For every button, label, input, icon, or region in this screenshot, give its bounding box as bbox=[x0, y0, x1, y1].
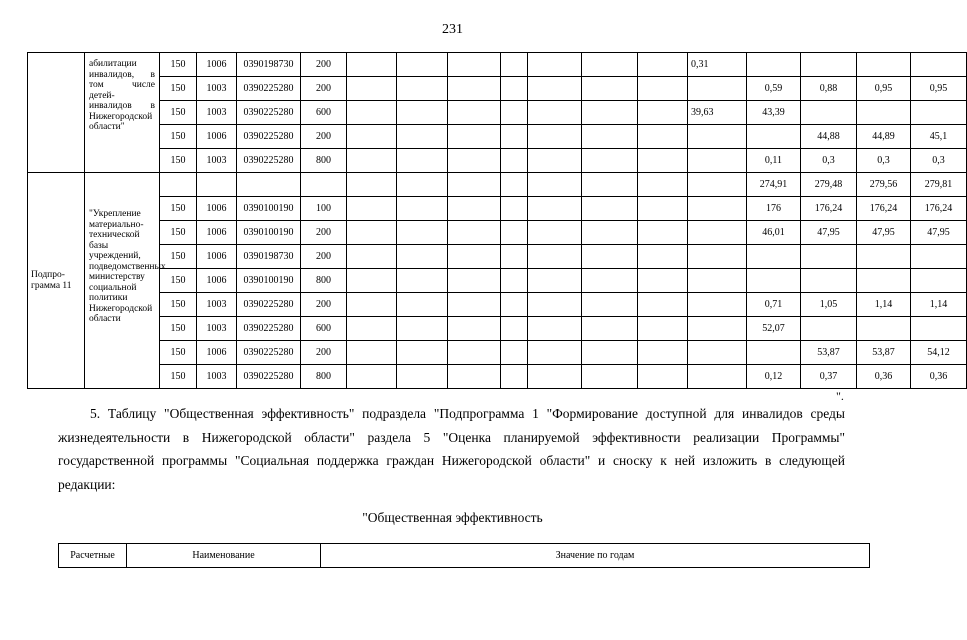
table-cell: 150 bbox=[160, 53, 197, 77]
table-cell: 100 bbox=[301, 197, 347, 221]
table-cell bbox=[501, 245, 528, 269]
table-cell bbox=[582, 293, 638, 317]
table-row bbox=[28, 269, 967, 293]
table-cell bbox=[688, 197, 747, 221]
table-cell bbox=[582, 77, 638, 101]
table-row bbox=[28, 317, 967, 341]
table-cell: 0390225280 bbox=[237, 101, 301, 125]
header-cell-name: Наименование bbox=[127, 544, 321, 568]
table-cell: 150 bbox=[160, 317, 197, 341]
table-cell: 0,59 bbox=[747, 77, 801, 101]
table-cell: 1003 bbox=[197, 317, 237, 341]
table-cell bbox=[528, 269, 582, 293]
table-cell bbox=[397, 197, 448, 221]
table-cell: 600 bbox=[301, 101, 347, 125]
table-cell: 0,3 bbox=[801, 149, 857, 173]
table-cell: 0,37 bbox=[801, 365, 857, 389]
table-cell bbox=[347, 173, 397, 197]
table-cell: 800 bbox=[301, 365, 347, 389]
table-cell: 0,3 bbox=[857, 149, 911, 173]
table-cell: 150 bbox=[160, 77, 197, 101]
table-cell: 0390225280 bbox=[237, 365, 301, 389]
amendment-paragraph: 5. Таблицу "Общественная эффективность" подраздела "Подпрограмма 1 "Формирование доступной для инвалидов среды жизнедеятельности в Нижегородской области" раздела 5 "Оценка планируемой эффективности реализации Программы" государственной программы "Социальная поддержка граждан Нижегородской области" и сноску к ней изложить в следующей редакции: bbox=[58, 406, 845, 492]
table-cell bbox=[501, 149, 528, 173]
table-cell bbox=[347, 101, 397, 125]
table-cell bbox=[197, 173, 237, 197]
table-cell bbox=[801, 101, 857, 125]
table-cell bbox=[857, 53, 911, 77]
table-cell bbox=[638, 269, 688, 293]
table-title: "Общественная эффективность bbox=[362, 510, 543, 525]
table-cell bbox=[347, 149, 397, 173]
table-cell bbox=[638, 365, 688, 389]
table-cell bbox=[688, 149, 747, 173]
table-cell: 150 bbox=[160, 197, 197, 221]
table-cell: 176 bbox=[747, 197, 801, 221]
table-cell bbox=[448, 245, 501, 269]
table-cell bbox=[582, 53, 638, 77]
table-cell bbox=[638, 221, 688, 245]
table-cell bbox=[911, 269, 967, 293]
table-cell bbox=[747, 245, 801, 269]
table-cell: 53,87 bbox=[801, 341, 857, 365]
table-cell bbox=[582, 101, 638, 125]
table-cell bbox=[448, 77, 501, 101]
table-cell: 0390225280 bbox=[237, 125, 301, 149]
table-cell bbox=[448, 365, 501, 389]
table-cell: 47,95 bbox=[911, 221, 967, 245]
table-cell: 43,39 bbox=[747, 101, 801, 125]
table-cell: 47,95 bbox=[801, 221, 857, 245]
table-cell bbox=[448, 197, 501, 221]
table-cell bbox=[347, 245, 397, 269]
table-cell bbox=[688, 317, 747, 341]
table-cell bbox=[638, 173, 688, 197]
table-cell bbox=[911, 101, 967, 125]
table-cell: 0,95 bbox=[911, 77, 967, 101]
table-cell bbox=[911, 53, 967, 77]
table-cell: 0390198730 bbox=[237, 53, 301, 77]
table-cell bbox=[237, 173, 301, 197]
table-cell: 150 bbox=[160, 149, 197, 173]
table-cell: 0,71 bbox=[747, 293, 801, 317]
table-cell bbox=[582, 365, 638, 389]
table-cell: 200 bbox=[301, 77, 347, 101]
table-cell bbox=[688, 173, 747, 197]
table-cell bbox=[448, 293, 501, 317]
table-cell bbox=[448, 341, 501, 365]
table-cell bbox=[397, 101, 448, 125]
table-cell bbox=[347, 365, 397, 389]
table-cell: 150 bbox=[160, 269, 197, 293]
table-cell bbox=[347, 125, 397, 149]
table-cell bbox=[688, 341, 747, 365]
table-row bbox=[28, 221, 967, 245]
table-cell bbox=[638, 197, 688, 221]
table-cell: 1006 bbox=[197, 341, 237, 365]
table-cell: 150 bbox=[160, 101, 197, 125]
table-cell bbox=[347, 53, 397, 77]
table-cell bbox=[582, 269, 638, 293]
table-cell bbox=[397, 293, 448, 317]
table-cell bbox=[638, 53, 688, 77]
table-cell bbox=[638, 77, 688, 101]
table-cell bbox=[448, 173, 501, 197]
table-cell: 1006 bbox=[197, 125, 237, 149]
table-cell bbox=[911, 317, 967, 341]
table-cell: 44,89 bbox=[857, 125, 911, 149]
table-cell bbox=[582, 317, 638, 341]
table-cell: 53,87 bbox=[857, 341, 911, 365]
table-cell bbox=[397, 245, 448, 269]
table-cell bbox=[448, 269, 501, 293]
table-cell: 0,95 bbox=[857, 77, 911, 101]
table-cell: 150 bbox=[160, 221, 197, 245]
table-cell: 279,81 bbox=[911, 173, 967, 197]
table-cell: 150 bbox=[160, 125, 197, 149]
table-cell: 600 bbox=[301, 317, 347, 341]
table-cell bbox=[501, 53, 528, 77]
table-cell bbox=[688, 293, 747, 317]
table-cell: 279,56 bbox=[857, 173, 911, 197]
table-cell bbox=[801, 245, 857, 269]
table-cell: 200 bbox=[301, 341, 347, 365]
table-cell bbox=[911, 245, 967, 269]
table-cell: 800 bbox=[301, 149, 347, 173]
table-cell bbox=[688, 365, 747, 389]
table-cell bbox=[448, 149, 501, 173]
header-cell-values-by-year: Значение по годам bbox=[321, 544, 870, 568]
table-row bbox=[28, 341, 967, 365]
effectiveness-table-header bbox=[58, 543, 870, 568]
table-cell bbox=[528, 317, 582, 341]
table-row bbox=[28, 245, 967, 269]
table-cell bbox=[688, 221, 747, 245]
table-cell: 54,12 bbox=[911, 341, 967, 365]
table-cell bbox=[857, 269, 911, 293]
table-cell: 1006 bbox=[197, 269, 237, 293]
table-cell: 0390225280 bbox=[237, 77, 301, 101]
table-cell bbox=[347, 269, 397, 293]
table-cell: 150 bbox=[160, 245, 197, 269]
table-cell: 1006 bbox=[197, 221, 237, 245]
table-cell bbox=[397, 365, 448, 389]
header-cell-calculated: Расчетные bbox=[59, 544, 127, 568]
table-cell: 1003 bbox=[197, 77, 237, 101]
table-cell: 44,88 bbox=[801, 125, 857, 149]
table-cell: 1,14 bbox=[857, 293, 911, 317]
table-cell: 200 bbox=[301, 125, 347, 149]
table-cell bbox=[347, 77, 397, 101]
table-cell bbox=[582, 149, 638, 173]
program-cell: Подпро-грамма 11 bbox=[28, 173, 85, 389]
table-row bbox=[28, 101, 967, 125]
table-cell bbox=[301, 173, 347, 197]
table-cell bbox=[448, 125, 501, 149]
table-cell: 39,63 bbox=[688, 101, 747, 125]
table-cell bbox=[801, 53, 857, 77]
page-number: 231 bbox=[442, 22, 463, 37]
table-cell: 1006 bbox=[197, 245, 237, 269]
table-cell: 1,05 bbox=[801, 293, 857, 317]
table-cell: 1006 bbox=[197, 197, 237, 221]
table-cell: 0,11 bbox=[747, 149, 801, 173]
table-cell bbox=[688, 125, 747, 149]
table-cell bbox=[857, 245, 911, 269]
table-cell: 0,12 bbox=[747, 365, 801, 389]
table-cell: 200 bbox=[301, 53, 347, 77]
table-cell bbox=[747, 125, 801, 149]
table-cell bbox=[528, 125, 582, 149]
table-cell bbox=[501, 197, 528, 221]
table-cell: 200 bbox=[301, 221, 347, 245]
table-cell: 0,36 bbox=[911, 365, 967, 389]
table-cell: 150 bbox=[160, 341, 197, 365]
table-cell: 274,91 bbox=[747, 173, 801, 197]
table-cell bbox=[448, 101, 501, 125]
table-cell bbox=[801, 269, 857, 293]
table-cell bbox=[397, 341, 448, 365]
table-cell: 200 bbox=[301, 293, 347, 317]
table-cell: 1,14 bbox=[911, 293, 967, 317]
table-cell bbox=[857, 101, 911, 125]
table-cell bbox=[857, 317, 911, 341]
table-cell: 0,31 bbox=[688, 53, 747, 77]
table-cell: 1006 bbox=[197, 53, 237, 77]
table-cell bbox=[582, 221, 638, 245]
table-cell bbox=[638, 101, 688, 125]
table-cell bbox=[528, 293, 582, 317]
table-cell: 800 bbox=[301, 269, 347, 293]
table-cell: 150 bbox=[160, 293, 197, 317]
table-cell bbox=[397, 149, 448, 173]
table-cell bbox=[747, 341, 801, 365]
table-cell bbox=[501, 77, 528, 101]
table-cell: 150 bbox=[160, 365, 197, 389]
table-cell: 0390225280 bbox=[237, 341, 301, 365]
table-cell bbox=[501, 317, 528, 341]
table-cell bbox=[501, 173, 528, 197]
table-cell bbox=[397, 77, 448, 101]
table-cell bbox=[528, 101, 582, 125]
table-cell bbox=[501, 293, 528, 317]
table-cell bbox=[528, 245, 582, 269]
table-cell: 1003 bbox=[197, 365, 237, 389]
table-row bbox=[28, 77, 967, 101]
table-cell bbox=[528, 77, 582, 101]
table-cell: 46,01 bbox=[747, 221, 801, 245]
description-cell: "Укрепление материально-технической базы учреждений, подведомственных министерству социальной политики Нижегородской области bbox=[85, 173, 160, 389]
table-cell: 176,24 bbox=[857, 197, 911, 221]
table-cell: 0390100190 bbox=[237, 221, 301, 245]
table-cell: 0,3 bbox=[911, 149, 967, 173]
table-cell bbox=[528, 197, 582, 221]
table-cell: 0390225280 bbox=[237, 293, 301, 317]
table-cell bbox=[448, 317, 501, 341]
budget-table bbox=[27, 52, 967, 389]
table-row bbox=[28, 125, 967, 149]
program-cell bbox=[28, 53, 85, 173]
table-cell bbox=[347, 341, 397, 365]
table-cell: 52,07 bbox=[747, 317, 801, 341]
table-cell: 1003 bbox=[197, 101, 237, 125]
table-cell bbox=[638, 341, 688, 365]
table-cell bbox=[688, 269, 747, 293]
description-cell: абилитации инвалидов, в том числе детей-инвалидов в Нижегородской области" bbox=[85, 53, 160, 173]
table-cell bbox=[638, 317, 688, 341]
table-cell bbox=[528, 149, 582, 173]
table-cell: 0390225280 bbox=[237, 149, 301, 173]
table-cell: 45,1 bbox=[911, 125, 967, 149]
table-cell bbox=[397, 317, 448, 341]
table-cell: 1003 bbox=[197, 149, 237, 173]
table-cell bbox=[160, 173, 197, 197]
table-cell bbox=[582, 197, 638, 221]
table-cell bbox=[747, 53, 801, 77]
table-cell: 176,24 bbox=[801, 197, 857, 221]
table-cell bbox=[448, 53, 501, 77]
closing-quote: ". bbox=[836, 389, 844, 403]
table-cell bbox=[638, 125, 688, 149]
table-cell bbox=[501, 101, 528, 125]
table-cell: 279,48 bbox=[801, 173, 857, 197]
table-cell bbox=[528, 221, 582, 245]
table-cell bbox=[582, 341, 638, 365]
table-cell bbox=[638, 245, 688, 269]
table-cell bbox=[397, 269, 448, 293]
table-row bbox=[28, 365, 967, 389]
table-cell bbox=[397, 125, 448, 149]
table-cell bbox=[397, 173, 448, 197]
table-cell: 176,24 bbox=[911, 197, 967, 221]
table-cell: 1003 bbox=[197, 293, 237, 317]
table-cell: 0,88 bbox=[801, 77, 857, 101]
table-cell bbox=[501, 221, 528, 245]
table-cell bbox=[528, 173, 582, 197]
table-cell bbox=[347, 293, 397, 317]
table-cell bbox=[582, 173, 638, 197]
table-row bbox=[28, 293, 967, 317]
table-row bbox=[28, 149, 967, 173]
table-cell: 200 bbox=[301, 245, 347, 269]
table-row bbox=[28, 173, 967, 197]
table-cell: 0390100190 bbox=[237, 197, 301, 221]
table-cell bbox=[582, 125, 638, 149]
table-cell: 47,95 bbox=[857, 221, 911, 245]
table-cell bbox=[528, 53, 582, 77]
table-cell: 0,36 bbox=[857, 365, 911, 389]
table-cell bbox=[747, 269, 801, 293]
table-cell bbox=[347, 197, 397, 221]
table-cell bbox=[688, 245, 747, 269]
table-cell bbox=[448, 221, 501, 245]
table-cell bbox=[638, 149, 688, 173]
table-cell bbox=[347, 317, 397, 341]
table-cell bbox=[501, 365, 528, 389]
table-cell bbox=[397, 53, 448, 77]
table-cell bbox=[638, 293, 688, 317]
table-cell bbox=[528, 341, 582, 365]
table-cell bbox=[501, 341, 528, 365]
table-row bbox=[28, 197, 967, 221]
table-cell: 0390225280 bbox=[237, 317, 301, 341]
table-cell bbox=[501, 125, 528, 149]
table-cell bbox=[688, 77, 747, 101]
table-cell bbox=[801, 317, 857, 341]
table-cell bbox=[397, 221, 448, 245]
table-cell: 0390198730 bbox=[237, 245, 301, 269]
table-cell bbox=[528, 365, 582, 389]
table-row bbox=[28, 53, 967, 77]
table-cell: 0390100190 bbox=[237, 269, 301, 293]
table-cell bbox=[347, 221, 397, 245]
table-cell bbox=[582, 245, 638, 269]
table-cell bbox=[501, 269, 528, 293]
